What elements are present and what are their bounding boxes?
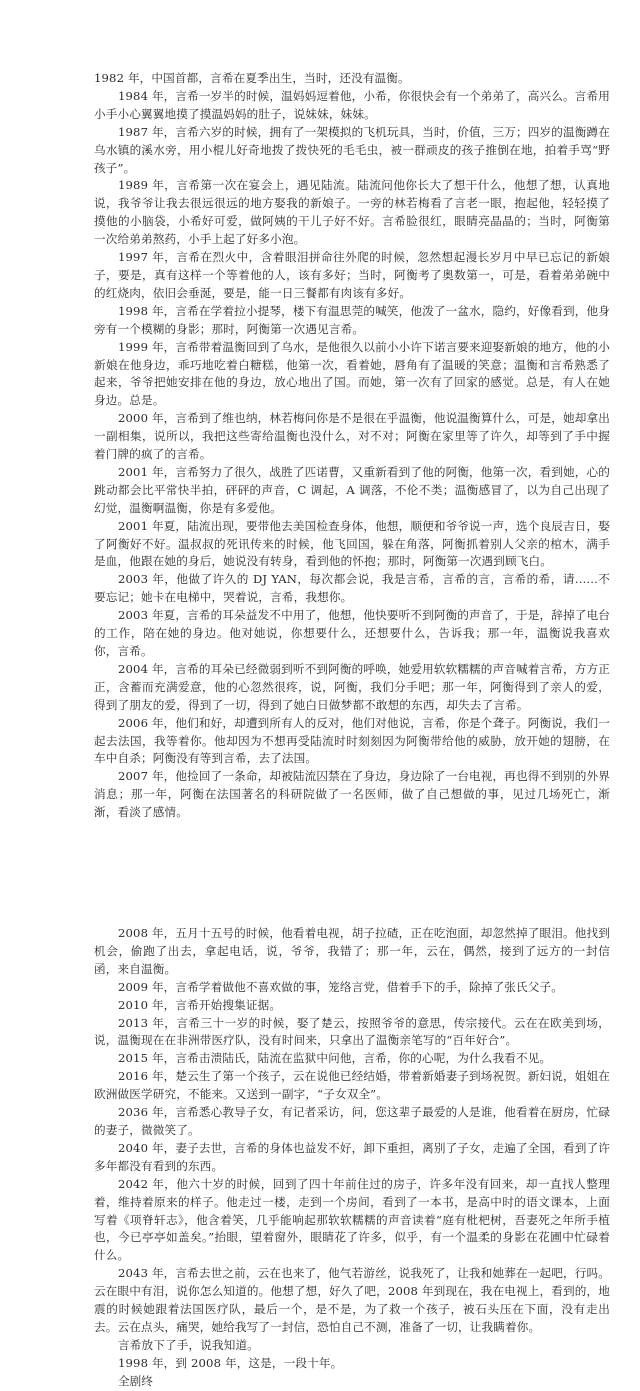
paragraph-1987: 1987 年，言希六岁的时候，拥有了一架模拟的飞机玩具，当时，价值，三万；四岁的温衡蹲在乌水镇的溪水旁，用小棍儿好奇地拨了拨快死的毛毛虫，被一群顽皮的孩子推倒在地，拍着手骂“野孩子”。 (94, 124, 610, 175)
paragraph-2043: 2043 年，言希去世之前，云在也来了，他气若游丝，说我死了，让我和她葬在一起吧，行吗。云在眼中有泪，说你怎么知道的。他想了想，好久了吧，2008 年到现在，我在电视上，看到的，地震的时候她跟着法国医疗队，最后一个，是不是，为了救一个孩子，被石头压在下面，没有走出去。云在点头，痛哭，她给我写了一封信，恐怕自己不测，准备了一切，让我瞒着你。 (94, 1266, 610, 1334)
paragraph-2000: 2000 年，言希到了维也纳，林若梅问你是不是很在乎温衡，他说温衡算什么，可是，她却拿出一副相集，说所以，我把这些寄给温衡也没什么，对不对；阿衡在家里等了许久，却等到了手中握着门牌的疯了的言希。 (94, 411, 610, 462)
paragraph-2003: 2003 年，他做了许久的 DJ YAN，每次都会说，我是言希，言希的言，言希的希，请......不要忘记；她卡在电梯中，哭着说，言希，我想你。 (94, 572, 610, 605)
text-section-2 (94, 925, 610, 1391)
paragraph-2040: 2040 年，妻子去世，言希的身体也益发不好，卸下重担，离别了子女，走遍了全国，看到了许多年都没有看到的东西。 (94, 1140, 610, 1173)
paragraph-1997: 1997 年，言希在烈火中，含着眼泪拼命往外爬的时候，忽然想起漫长岁月中早已忘记的新娘子，要是，真有这样一个等着他的人，该有多好；当时，阿衡考了奥数第一，可是，看着弟弟碗中的红烧肉，依旧会垂涎，要是，能一日三餐都有肉该有多好。 (94, 250, 610, 300)
paragraph-2004: 2004 年，言希的耳朵已经微弱到听不到阿衡的呼唤，她爱用软软糯糯的声音喊着言希，方方正正，含蓄而充满爱意，他的心忽然很疼，说，阿衡，我们分手吧；那一年，阿衡得到了亲人的爱，得到了朋友的爱，得到了一切，得到了她白日做梦都不敢想的东西，却失去了言希。 (94, 661, 610, 712)
paragraph-2042: 2042 年，他六十岁的时候，回到了四十年前住过的房子，许多年没有回来，却一直找人整理着，维持着原来的样子。他走过一楼，走到一个房间，看到了一本书，是高中时的语文课本，上面写着《项脊轩志》，他含着笑，几乎能响起那软软糯糯的声音读着“庭有枇杷树，吾妻死之年所手植也，今已亭亭如盖矣。”抬眼，望着窗外，眼睛花了许多，似乎，有一个温柔的身影在花圃中忙碌着什么。 (94, 1176, 610, 1263)
paragraph-2008: 2008 年，五月十五号的时候，他看着电视，胡子拉碴，正在吃泡面，却忽然掉了眼泪。他找到机会，偷跑了出去，拿起电话，说，爷爷，我错了；那一年，云在，偶然，接到了远方的一封信函，来自温衡。 (94, 926, 610, 976)
paragraph-2001: 2001 年，言希努力了很久，战胜了匹诺曹，又重新看到了他的阿衡，他第一次，看到她，心的跳动都会比平常快半拍，砰砰的声音，C 调起，A 调落，不伦不类；温衡感冒了，以为自己出现了幻觉，温衡啊温衡，你是有多爱他。 (94, 464, 610, 515)
paragraph-closing-line: 言希放下了手，说我知道。 (118, 1337, 259, 1352)
paragraph-2003-summer: 2003 年夏，言希的耳朵益发不中用了，他想，他快要听不到阿衡的声音了，于是，辞掉了电台的工作，陪在她的身边。他对她说，你想要什么，还想要什么，告诉我；那一年，温衡说我喜欢你，言希。 (94, 608, 610, 658)
paragraph-1999: 1999 年，言希带着温衡回到了乌水，是他很久以前小小许下诺言要来迎娶新娘的地方，他的小新娘在他身边，乖巧地吃着白糖糕，他第一次，看着她，唇角有了温暖的笑意；温衡和言希熟悉了起来，爷爷把她安排在他的身边，放心地出了国。而她，第一次有了回家的感觉。总是，有人在她身边。总是。 (94, 339, 610, 408)
paragraph-2013: 2013 年，言希三十一岁的时候，娶了楚云，按照爷爷的意思，传宗接代。云在在欧美到场，说，温衡现在在非洲带医疗队，没有时间来，只拿出了温衡亲笔写的“百年好合”。 (94, 1015, 610, 1048)
ending-text: 全剧终 (118, 1373, 153, 1388)
paragraph-decade: 1998 年，到 2008 年，这是，一段十年。 (118, 1355, 343, 1370)
paragraph-2007: 2007 年，他捡回了一条命，却被陆流囚禁在了身边，身边除了一台电视，再也得不到别的外界消息；那一年，阿衡在法国著名的科研院做了一名医师，做了自己想做的事，见过几场死亡，渐渐，看淡了感情。 (94, 769, 610, 820)
paragraph-2016: 2016 年，楚云生了第一个孩子，云在说他已经结婚，带着新婚妻子到场祝贺。新妇说，姐姐在欧洲做医学研究，不能来。又送到一副字，“子女双全”。 (94, 1069, 610, 1102)
paragraph-2036: 2036 年，言希悉心教导子女，有记者采访，问，您这辈子最爱的人是谁，他看着在厨房，忙碌的妻子，微微笑了。 (94, 1105, 610, 1137)
paragraph-1982: 1982 年，中国首都，言希在夏季出生，当时，还没有温衡。 (94, 71, 410, 85)
paragraph-2001-summer: 2001 年夏，陆流出现，要带他去美国检查身体，他想，顺便和爷爷说一声，选个良辰吉日，娶了阿衡好不好。温叔叔的死讯传来的时候，他飞回国，躲在角落，阿衡抓着别人父亲的棺木，满手是血，他跟在她的身后，她说没有转身，看到他的怀抱；那时，阿衡第一次遇到顾飞白。 (94, 518, 610, 569)
paragraph-2015: 2015 年，言希击溃陆氏，陆流在监狱中问他，言希，你的心呢，为什么我看不见。 (118, 1051, 552, 1066)
paragraph-2010: 2010 年，言希开始搜集证据。 (118, 997, 282, 1012)
paragraph-1989: 1989 年，言希第一次在宴会上，遇见陆流。陆流问他你长大了想干什么，他想了想，认真地说，我爷爷让我去很远很远的地方娶我的新娘子。一旁的林若梅看了言老一眼，抱起他，轻轻摸了摸他的小脑袋，小希好可爱，做阿姨的干儿子好不好。言希脸很红，眼睛亮晶晶的；当时，阿衡第一次给弟弟熬药，小手上起了好多小泡。 (94, 178, 610, 247)
text-section-1 (94, 70, 610, 822)
paragraph-1984: 1984 年，言希一岁半的时候，温妈妈逗着他，小希，你很快会有一个弟弟了，高兴么。言希用小手小心翼翼地摸了摸温妈妈的肚子，说妹妹，妹妹。 (94, 88, 610, 121)
paragraph-2006: 2006 年，他们和好，却遭到所有人的反对，他们对他说，言希，你是个聋子。阿衡说，我们一起去法国，我等着你。他却因为不想再受陆流时时刻刻因为阿衡带给他的威胁，放开她的翅膀，在车中自杀；阿衡没有等到言希，去了法国。 (94, 715, 610, 766)
paragraph-1998: 1998 年，言希在学着拉小提琴，楼下有温思莞的喊笑，他泼了一盆水，隐约，好像看到，他身旁有一个模糊的身影；那时，阿衡第一次遇见言希。 (94, 303, 610, 336)
paragraph-2009: 2009 年，言希学着做他不喜欢做的事，笼络言党，借着手下的手，除掉了张氏父子。 (118, 979, 563, 994)
